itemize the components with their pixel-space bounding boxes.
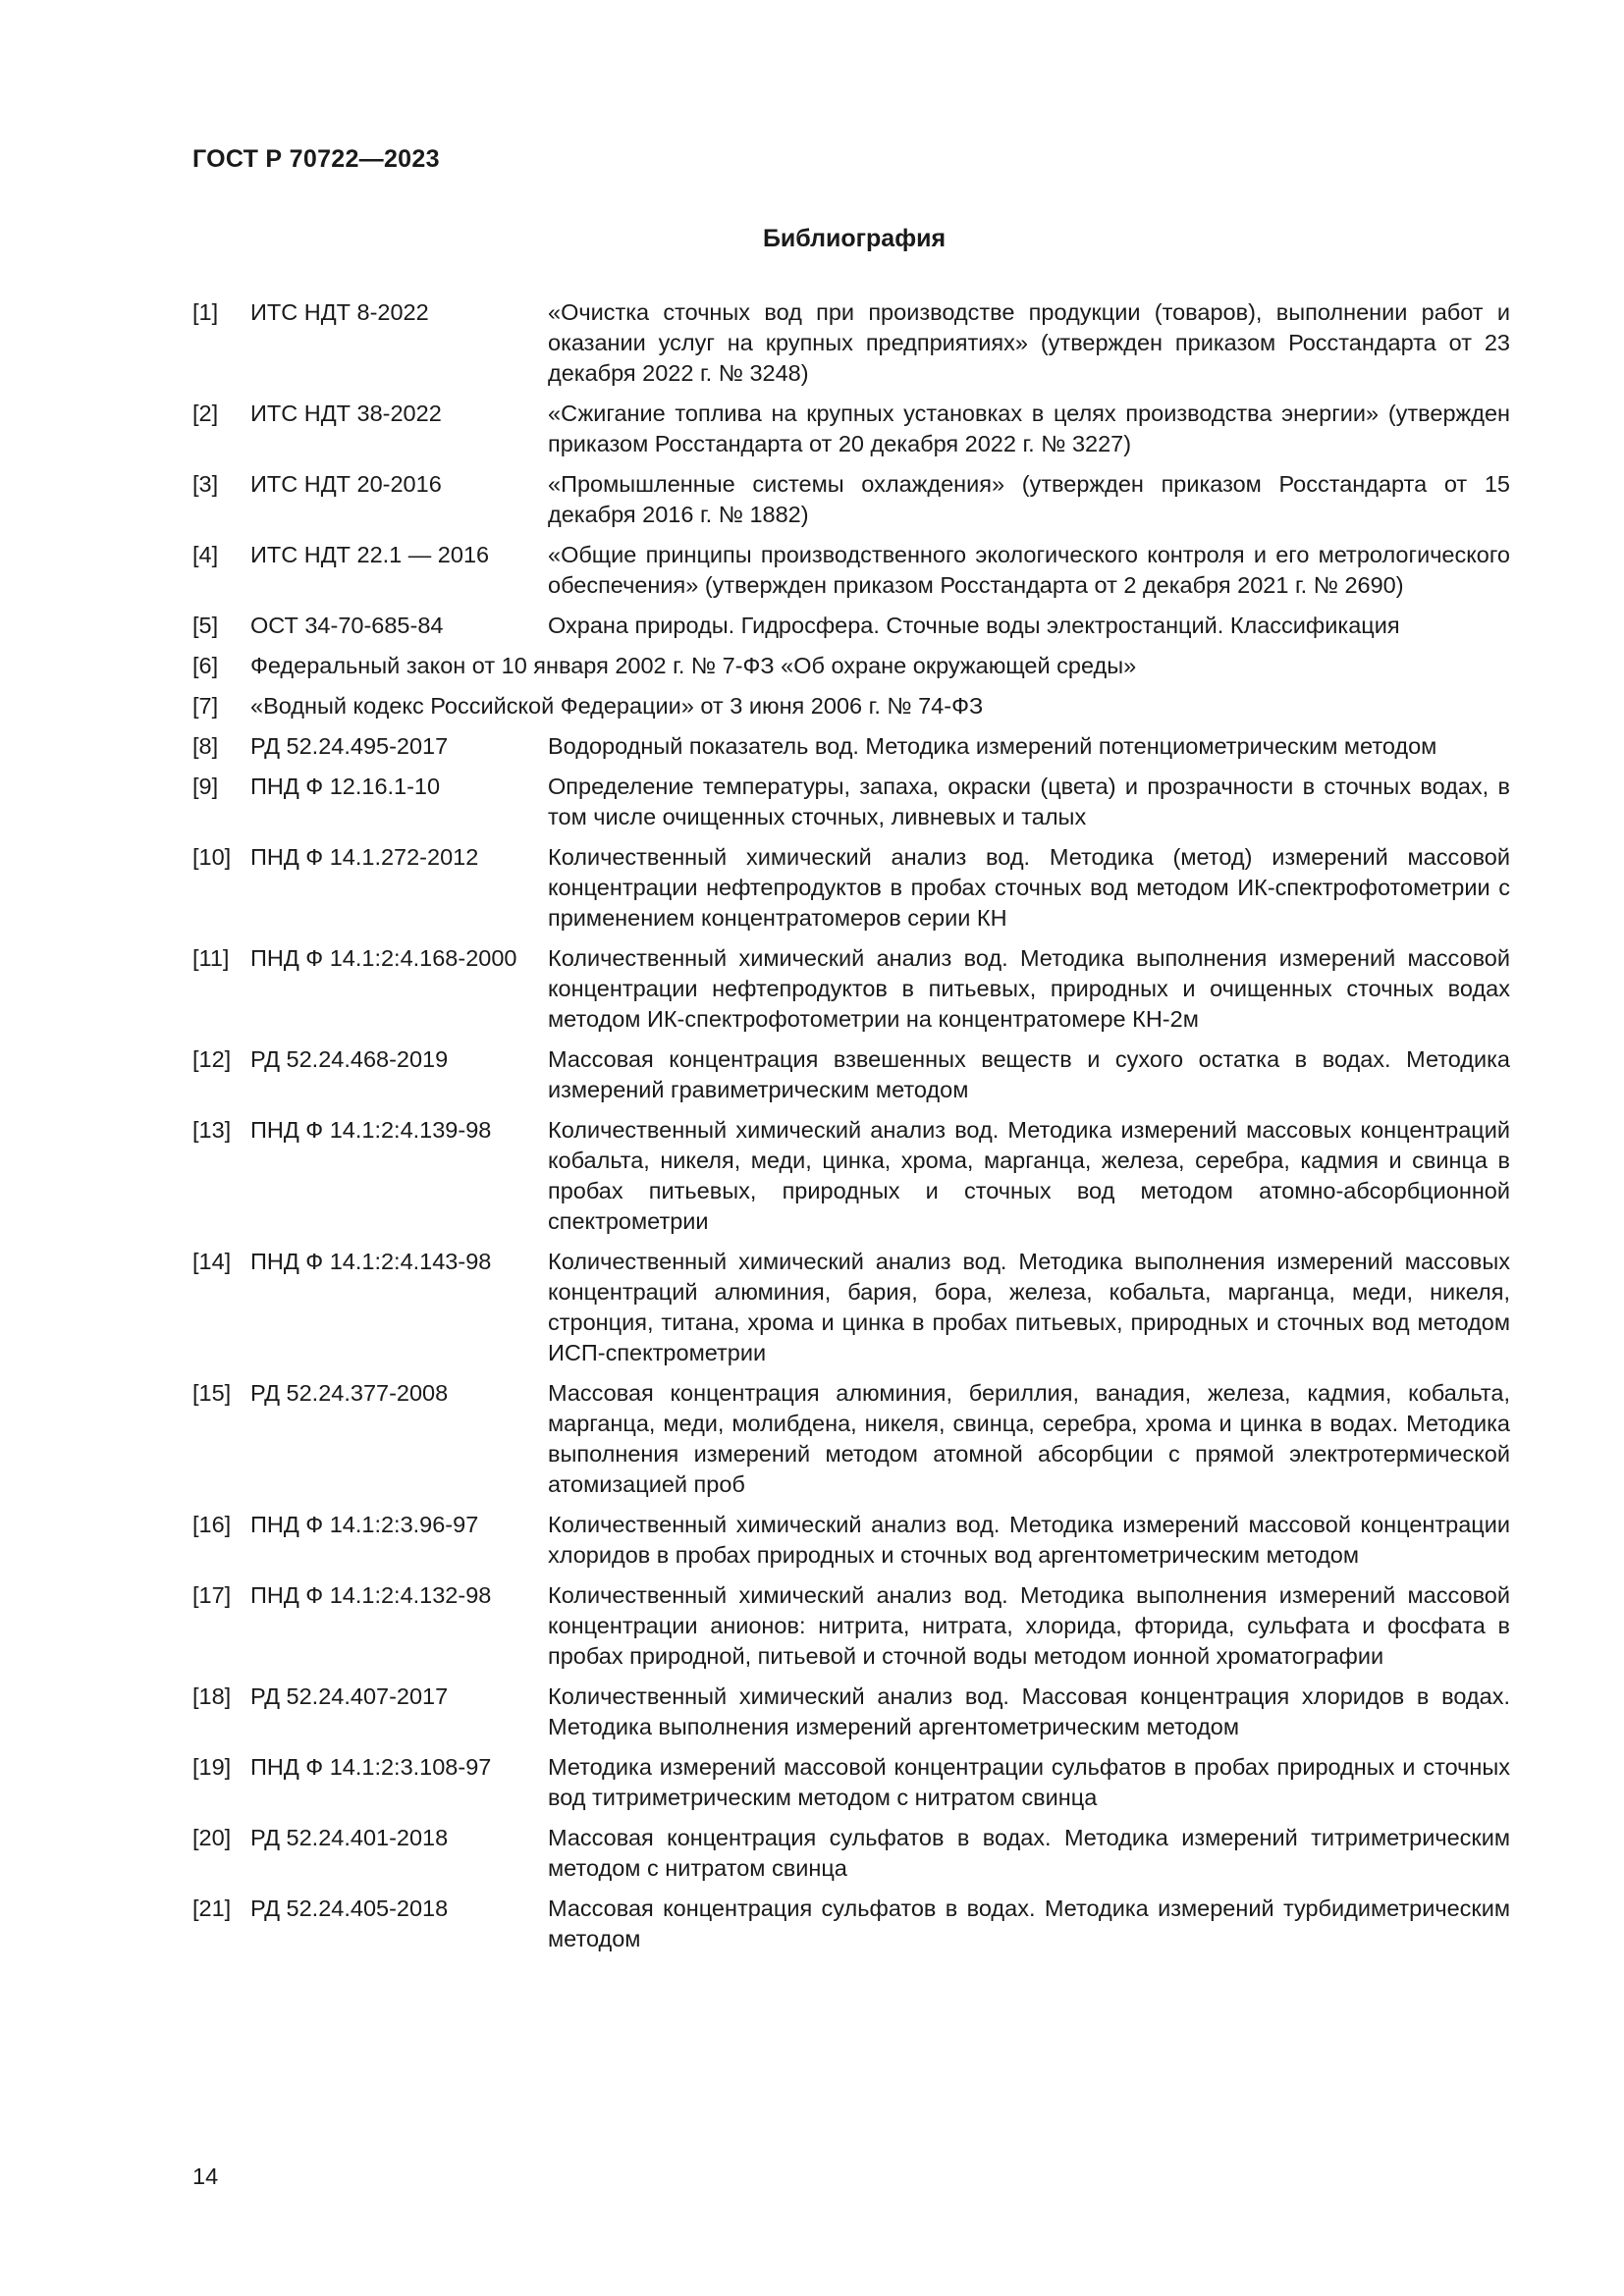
entry-description: «Сжигание топлива на крупных установках в целях производства энергии» (утвержден приказом Росстандарта от 20 декабря 2022 г. № 3227) (548, 400, 1510, 456)
bib-entry-13 (192, 1115, 1510, 1237)
bib-entry-9 (192, 772, 1510, 832)
bib-entry-10 (192, 842, 1510, 934)
entry-description: Массовая концентрация сульфатов в водах. Методика измерений титриметрическим методом с нитратом свинца (548, 1825, 1510, 1881)
bib-entry-6 (192, 651, 1510, 681)
entry-code: РД 52.24.495-2017 (250, 733, 449, 759)
entry-code: ПНД Ф 14.1:2:4.132-98 (250, 1582, 492, 1608)
entry-number: [5] (192, 613, 219, 638)
entry-number: [18] (192, 1683, 232, 1709)
document-header: ГОСТ Р 70722—2023 (192, 145, 440, 173)
entry-description: Массовая концентрация сульфатов в водах. Методика измерений турбидиметрическим методом (548, 1896, 1510, 1951)
entry-code: ПНД Ф 14.1:2:4.143-98 (250, 1249, 492, 1274)
entry-number: [9] (192, 774, 219, 799)
entry-description: «Водный кодекс Российской Федерации» от 3 июня 2006 г. № 74-ФЗ (250, 693, 984, 719)
entry-number: [6] (192, 653, 219, 678)
page-number: 14 (192, 2163, 219, 2189)
entry-number: [11] (192, 945, 230, 971)
bib-entry-7 (192, 691, 1510, 721)
entry-code: ИТС НДТ 38-2022 (250, 400, 442, 426)
bibliography-list (192, 297, 1510, 1964)
entry-description: Водородный показатель вод. Методика измерений потенциометрическим методом (548, 733, 1437, 759)
entry-code: ПНД Ф 14.1:2:3.108-97 (250, 1754, 492, 1780)
bib-entry-2 (192, 399, 1510, 459)
entry-number: [14] (192, 1249, 232, 1274)
bib-entry-17 (192, 1580, 1510, 1672)
entry-number: [3] (192, 471, 219, 497)
entry-description: «Очистка сточных вод при производстве продукции (товаров), выполнении работ и оказании услуг на крупных предприятиях» (утвержден приказом Росстандарта от 23 декабря 2022 г. № 3248) (548, 299, 1510, 386)
entry-number: [21] (192, 1896, 232, 1921)
entry-code: РД 52.24.377-2008 (250, 1380, 449, 1406)
entry-number: [4] (192, 542, 219, 567)
bib-entry-11 (192, 943, 1510, 1035)
page-title: Библиография (762, 225, 947, 252)
entry-code: ОСТ 34-70-685-84 (250, 613, 444, 638)
entry-number: [15] (192, 1380, 232, 1406)
entry-number: [19] (192, 1754, 232, 1780)
entry-description: Количественный химический анализ вод. Методика выполнения измерений массовых концентраций алюминия, бария, бора, железа, кобальта, марганца, меди, никеля, стронция, титана, хрома и цинка в пробах питьевых, природных и сточных вод методом ИСП-спектрометрии (548, 1249, 1510, 1365)
bib-entry-18 (192, 1682, 1510, 1742)
bib-entry-16 (192, 1510, 1510, 1571)
entry-number: [20] (192, 1825, 232, 1850)
entry-code: ПНД Ф 14.1:2:4.139-98 (250, 1117, 492, 1143)
bib-entry-14 (192, 1247, 1510, 1368)
entry-code: РД 52.24.407-2017 (250, 1683, 449, 1709)
entry-number: [7] (192, 693, 219, 719)
entry-description: Охрана природы. Гидросфера. Сточные воды электростанций. Классификация (548, 613, 1400, 638)
entry-number: [10] (192, 844, 232, 870)
entry-code: ИТС НДТ 20-2016 (250, 471, 442, 497)
bib-entry-20 (192, 1823, 1510, 1884)
entry-code: РД 52.24.468-2019 (250, 1046, 449, 1072)
entry-description: Количественный химический анализ вод. Методика измерений массовой концентрации хлоридов в пробах природных и сточных вод аргентометрическим методом (548, 1512, 1510, 1568)
entry-code: ПНД Ф 14.1.272-2012 (250, 844, 479, 870)
entry-code: ИТС НДТ 22.1 — 2016 (250, 542, 490, 567)
entry-description: Количественный химический анализ вод. Массовая концентрация хлоридов в водах. Методика выполнения измерений аргентометрическим методом (548, 1683, 1510, 1739)
bib-entry-15 (192, 1378, 1510, 1500)
bib-entry-19 (192, 1752, 1510, 1813)
entry-description: Федеральный закон от 10 января 2002 г. № 7-ФЗ «Об охране окружающей среды» (250, 653, 1137, 678)
entry-number: [2] (192, 400, 219, 426)
entry-code: РД 52.24.405-2018 (250, 1896, 449, 1921)
entry-code: ИТС НДТ 8-2022 (250, 299, 429, 325)
entry-description: Количественный химический анализ вод. Методика выполнения измерений массовой концентрации нефтепродуктов в питьевых, природных и очищенных сточных водах методом ИК-спектрофотометрии на концентратомере КН-2м (548, 945, 1510, 1032)
entry-number: [8] (192, 733, 219, 759)
entry-description: Определение температуры, запаха, окраски (цвета) и прозрачности в сточных водах, в том числе очищенных сточных, ливневых и талых (548, 774, 1510, 829)
entry-number: [16] (192, 1512, 232, 1537)
entry-description: Количественный химический анализ вод. Методика измерений массовых концентраций кобальта, никеля, меди, цинка, хрома, марганца, железа, серебра, кадмия и свинца в пробах питьевых, природных и сточных вод методом атомно-абсорбционной спектрометрии (548, 1117, 1510, 1234)
entry-code: ПНД Ф 14.1:2:4.168-2000 (250, 945, 517, 971)
bib-entry-1 (192, 297, 1510, 389)
entry-description: Методика измерений массовой концентрации сульфатов в пробах природных и сточных вод титриметрическим методом с нитратом свинца (548, 1754, 1510, 1810)
bib-entry-4 (192, 540, 1510, 601)
entry-description: «Общие принципы производственного экологического контроля и его метрологического обеспечения» (утвержден приказом Росстандарта от 2 декабря 2021 г. № 2690) (548, 542, 1510, 598)
entry-number: [17] (192, 1582, 232, 1608)
bib-entry-21 (192, 1894, 1510, 1954)
entry-description: Количественный химический анализ вод. Методика (метод) измерений массовой концентрации нефтепродуктов в пробах сточных вод методом ИК-спектрофотометрии с применением концентратомеров серии КН (548, 844, 1510, 931)
entry-code: РД 52.24.401-2018 (250, 1825, 449, 1850)
entry-description: Массовая концентрация взвешенных веществ и сухого остатка в водах. Методика измерений гравиметрическим методом (548, 1046, 1510, 1102)
entry-code: ПНД Ф 12.16.1-10 (250, 774, 441, 799)
bib-entry-3 (192, 469, 1510, 530)
entry-description: Количественный химический анализ вод. Методика выполнения измерений массовой концентрации анионов: нитрита, нитрата, хлорида, фторида, сульфата и фосфата в пробах природной, питьевой и сточной воды методом ионной хроматографии (548, 1582, 1510, 1669)
entry-description: «Промышленные системы охлаждения» (утвержден приказом Росстандарта от 15 декабря 2016 г. № 1882) (548, 471, 1510, 527)
bib-entry-12 (192, 1044, 1510, 1105)
entry-number: [1] (192, 299, 219, 325)
entry-code: ПНД Ф 14.1:2:3.96-97 (250, 1512, 479, 1537)
entry-description: Массовая концентрация алюминия, бериллия, ванадия, железа, кадмия, кобальта, марганца, меди, молибдена, никеля, свинца, серебра, хрома и цинка в водах. Методика выполнения измерений методом атомной абсорбции с прямой электротермической атомизацией проб (548, 1380, 1510, 1497)
entry-number: [12] (192, 1046, 232, 1072)
entry-number: [13] (192, 1117, 232, 1143)
bib-entry-8 (192, 731, 1510, 762)
bib-entry-5 (192, 611, 1510, 641)
